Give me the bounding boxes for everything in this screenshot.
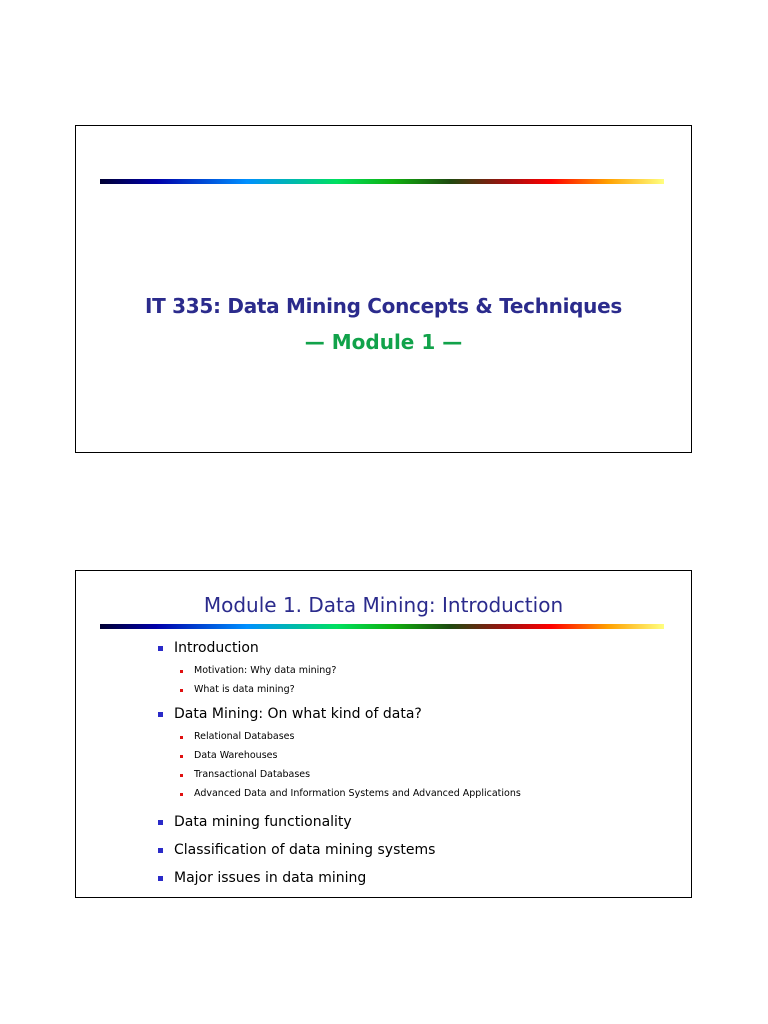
list-item: Major issues in data mining — [158, 869, 521, 887]
course-title: IT 335: Data Mining Concepts & Techniques — [145, 294, 622, 318]
module-subtitle: — Module 1 — — [304, 330, 463, 354]
sub-bullet-list — [178, 661, 521, 699]
list-item: Transactional Databases — [178, 765, 521, 784]
rainbow-divider — [100, 624, 664, 629]
list-item: Motivation: Why data mining? — [178, 661, 521, 680]
sub-bullet-list — [178, 727, 521, 803]
slide-title: Module 1. Data Mining: Introduction — [203, 593, 564, 617]
list-item: Classification of data mining systems — [158, 841, 521, 859]
slide-2 — [75, 570, 692, 898]
list-item: Introduction Motivation: Why data mining? What is data mining? — [158, 639, 521, 699]
list-item: Advanced Data and Information Systems and Advanced Applications — [178, 784, 521, 803]
slide-1 — [75, 125, 692, 453]
rainbow-divider — [100, 179, 664, 184]
bullet-list — [158, 639, 521, 887]
list-item: Data Mining: On what kind of data? Relational Databases Data Warehouses Transactional Databases Advanced Data and Information Systems and Advanced Applications — [158, 705, 521, 803]
list-item: Data Warehouses — [178, 746, 521, 765]
list-item: Data mining functionality — [158, 813, 521, 831]
list-item: Relational Databases — [178, 727, 521, 746]
list-item: What is data mining? — [178, 680, 521, 699]
